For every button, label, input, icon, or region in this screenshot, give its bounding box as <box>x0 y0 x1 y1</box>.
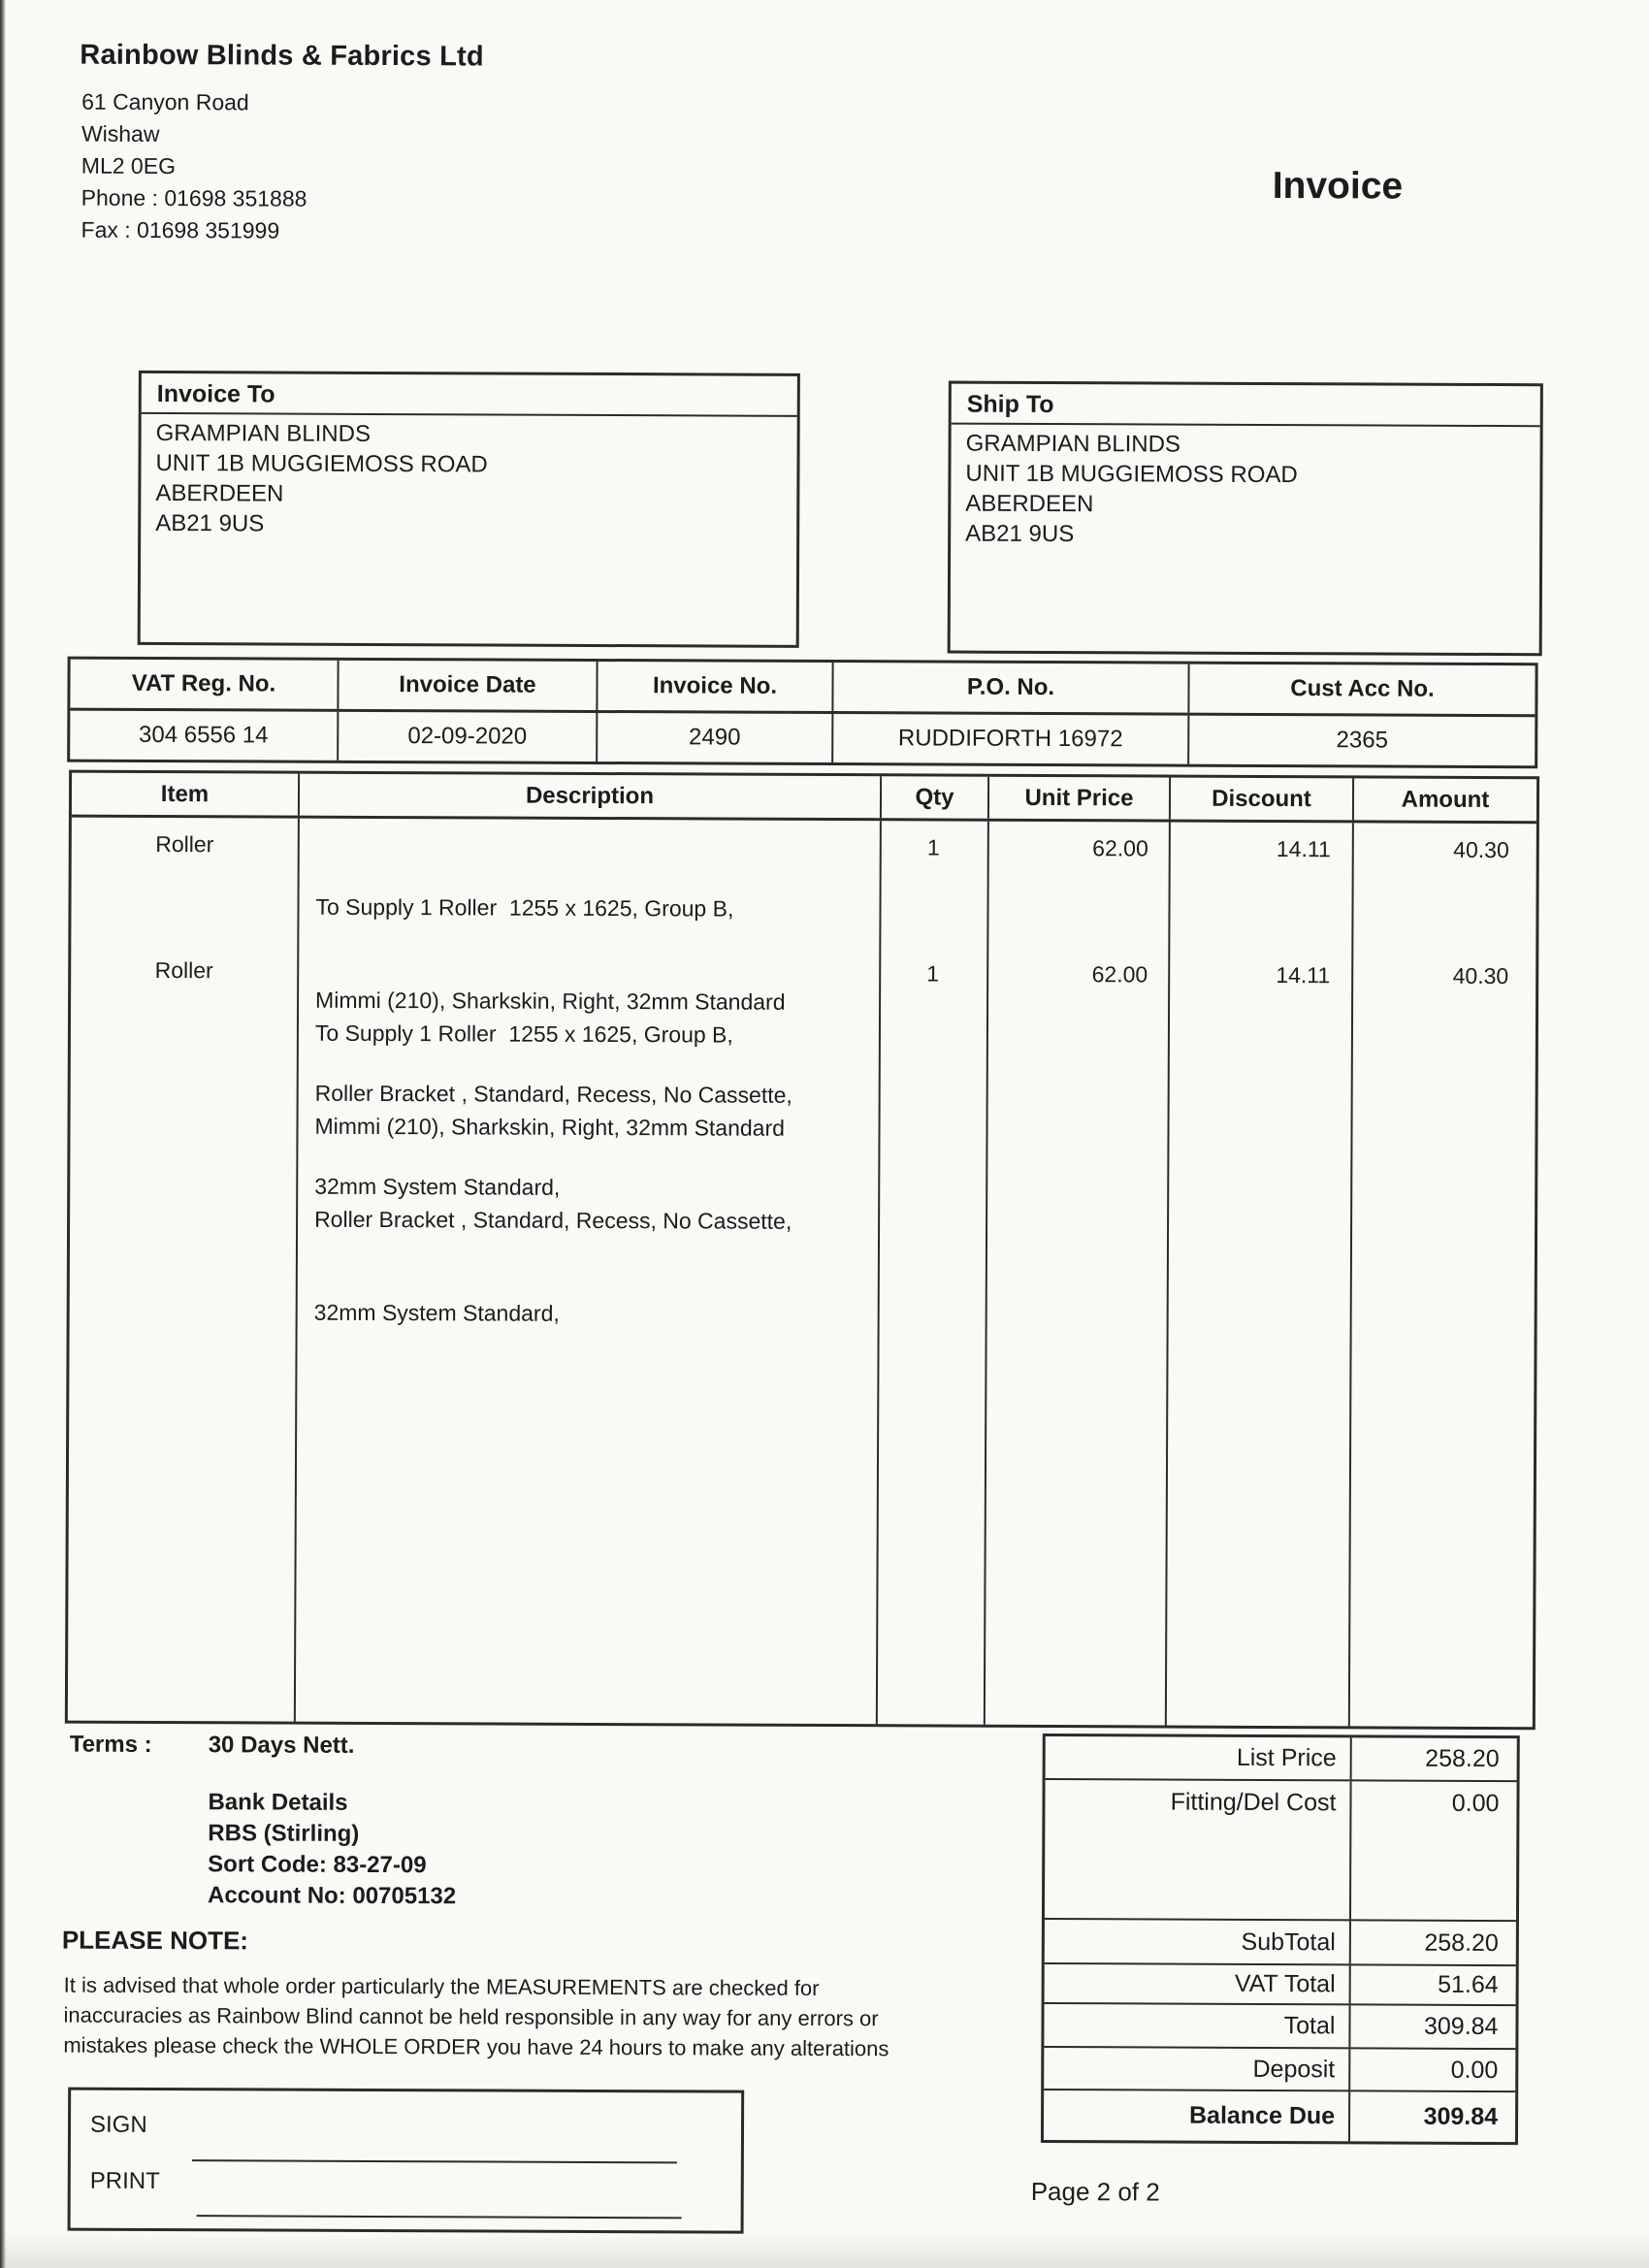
totals-value: 51.64 <box>1438 1970 1499 1999</box>
company-phone: Phone : 01698 351888 <box>81 184 307 211</box>
items-header-item: Item <box>72 773 300 816</box>
meta-value-invoice-no: 2490 <box>598 713 833 762</box>
company-name: Rainbow Blinds & Fabrics Ltd <box>80 39 484 73</box>
sign-line <box>192 2159 677 2163</box>
please-note-line: It is advised that whole order particularly the MEASUREMENTS are checked for <box>63 1972 820 2000</box>
totals-row-total <box>1044 2004 1515 2050</box>
meta-value-vat-reg: 304 6556 14 <box>70 711 339 761</box>
sign-label: SIGN <box>89 2111 147 2138</box>
totals-row-list-price <box>1046 1736 1517 1782</box>
totals-label: SubTotal <box>1045 1920 1351 1963</box>
column-divider <box>876 821 882 1724</box>
signature-box <box>68 2088 745 2234</box>
invoice-to-line: UNIT 1B MUGGIEMOSS ROAD <box>155 449 488 478</box>
ship-to-heading: Ship To <box>952 384 1540 428</box>
totals-value: 309.84 <box>1423 2012 1499 2041</box>
meta-value-cust-acc: 2365 <box>1336 727 1389 754</box>
items-header-discount: Discount <box>1171 778 1354 821</box>
totals-label: Deposit <box>1044 2048 1350 2090</box>
meta-header-invoice-date: Invoice Date <box>339 661 598 710</box>
invoice-to-box <box>138 371 800 648</box>
column-divider <box>294 819 300 1722</box>
totals-row-vat-total <box>1045 1964 1516 2006</box>
company-address-line: Wishaw <box>81 120 160 147</box>
items-body <box>68 818 1536 1728</box>
totals-label: List Price <box>1046 1736 1352 1779</box>
bank-name: RBS (Stirling) <box>208 1820 360 1847</box>
totals-value: 258.20 <box>1424 1928 1499 1957</box>
column-divider <box>984 822 989 1725</box>
item-discount: 14.11 <box>1276 962 1331 988</box>
item-description-line: Mimmi (210), Sharkskin, Right, 32mm Standard <box>315 987 786 1015</box>
company-fax: Fax : 01698 351999 <box>81 216 280 243</box>
totals-value: 309.84 <box>1423 2102 1499 2131</box>
item-unit-price: 62.00 <box>1091 961 1148 988</box>
totals-label: Fitting/Del Cost <box>1045 1780 1352 1919</box>
please-note-line: inaccuracies as Rainbow Blind cannot be held responsible in any way for any errors or <box>63 2002 879 2031</box>
ship-to-address <box>951 425 1540 552</box>
page-number: Page 2 of 2 <box>1030 2176 1160 2207</box>
item-description-line: 32mm System Standard, <box>313 1299 560 1326</box>
totals-label: VAT Total <box>1045 1964 1351 2003</box>
item-description-line: 32mm System Standard, <box>314 1173 561 1200</box>
totals-row-balance-due <box>1044 2090 1515 2142</box>
items-header-description: Description <box>300 774 882 819</box>
company-address-line: ML2 0EG <box>81 152 177 179</box>
item-description-line: To Supply 1 Roller 1255 x 1625, Group B, <box>315 893 734 922</box>
item-description-line: Mimmi (210), Sharkskin, Right, 32mm Standard <box>314 1113 786 1141</box>
bank-details-heading: Bank Details <box>208 1789 348 1816</box>
meta-header-vat-reg: VAT Reg. No. <box>70 660 339 709</box>
item-description-line: To Supply 1 Roller 1255 x 1625, Group B, <box>314 1020 733 1048</box>
ship-to-line: ABERDEEN <box>965 490 1094 518</box>
meta-value-row <box>70 711 1535 766</box>
please-note-text <box>63 1970 985 2064</box>
totals-row-deposit <box>1044 2048 1515 2092</box>
column-divider <box>1165 823 1171 1726</box>
meta-header-po-no: P.O. No. <box>833 663 1189 713</box>
company-address <box>81 86 307 247</box>
terms-label: Terms : <box>69 1731 152 1758</box>
meta-header-invoice-no: Invoice No. <box>598 662 833 711</box>
invoice-to-line: ABERDEEN <box>155 479 284 507</box>
scan-edge-left <box>0 0 6 2268</box>
item-description-line: Roller Bracket , Standard, Recess, No Cassette, <box>314 1206 792 1234</box>
document-title: Invoice <box>1272 165 1404 208</box>
invoice-to-address <box>141 414 797 541</box>
item-unit-price: 62.00 <box>1092 835 1148 861</box>
meta-header-row <box>70 660 1535 718</box>
invoice-meta-table <box>67 657 1537 769</box>
item-qty: 1 <box>926 834 940 860</box>
item-amount: 40.30 <box>1453 836 1509 863</box>
bank-account-no: Account No: 00705132 <box>208 1882 457 1910</box>
meta-value-invoice-date: 02-09-2020 <box>339 712 598 761</box>
please-note-line: mistakes please check the WHOLE ORDER you have 24 hours to make any alterations <box>63 2032 889 2061</box>
invoice-to-heading: Invoice To <box>142 373 797 417</box>
print-label: PRINT <box>89 2167 160 2195</box>
item-qty: 1 <box>926 960 940 987</box>
items-header-unit-price: Unit Price <box>989 777 1171 820</box>
item-description-line: Roller Bracket , Standard, Recess, No Cassette, <box>314 1080 792 1108</box>
meta-value-po-no: RUDDIFORTH 16972 <box>833 714 1189 764</box>
totals-box <box>1041 1733 1520 2145</box>
items-header-amount: Amount <box>1401 786 1490 813</box>
line-items-table <box>65 770 1539 1731</box>
please-note-heading: PLEASE NOTE: <box>61 1925 249 1956</box>
totals-value: 0.00 <box>1450 2056 1499 2084</box>
item-name: Roller <box>155 830 214 858</box>
invoice-to-line: AB21 9US <box>155 509 265 537</box>
item-discount: 14.11 <box>1276 836 1331 862</box>
items-header-row <box>72 773 1536 825</box>
ship-to-line: AB21 9US <box>965 520 1075 548</box>
totals-value: 0.00 <box>1451 1789 1500 1818</box>
invoice-to-line: GRAMPIAN BLINDS <box>155 419 372 447</box>
item-description <box>313 956 873 1393</box>
item-name: Roller <box>154 956 213 984</box>
company-address-line: 61 Canyon Road <box>81 88 249 115</box>
totals-value: 258.20 <box>1425 1744 1500 1773</box>
totals-row-subtotal <box>1045 1920 1516 1966</box>
totals-label: Total <box>1044 2004 1350 2047</box>
scan-edge-bottom <box>0 2237 1649 2268</box>
ship-to-line: UNIT 1B MUGGIEMOSS ROAD <box>965 460 1298 489</box>
print-line <box>197 2215 682 2219</box>
column-divider <box>1348 823 1354 1726</box>
items-header-qty: Qty <box>882 776 989 818</box>
bank-details <box>208 1787 457 1912</box>
ship-to-line: GRAMPIAN BLINDS <box>965 430 1181 458</box>
meta-header-cust-acc: Cust Acc No. <box>1290 675 1435 702</box>
bank-sort-code: Sort Code: 83-27-09 <box>208 1851 427 1879</box>
totals-label: Balance Due <box>1044 2090 1350 2141</box>
item-amount: 40.30 <box>1452 962 1509 989</box>
totals-row-fitting-del <box>1045 1780 1517 1922</box>
terms-value: 30 Days Nett. <box>208 1732 355 1759</box>
ship-to-box <box>948 381 1543 657</box>
